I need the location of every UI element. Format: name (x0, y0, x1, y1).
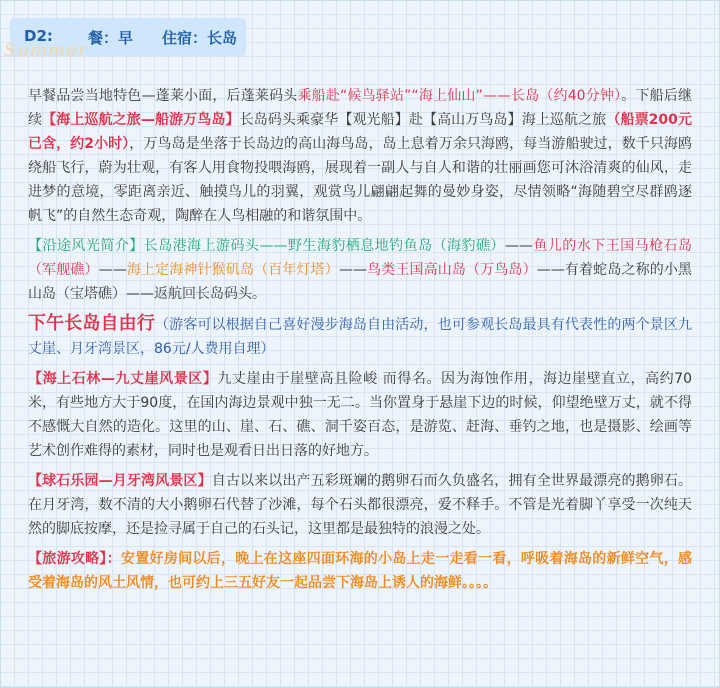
text-afternoon-title: 下午长岛自由行 (28, 313, 155, 334)
text-afternoon-desc: （游客可以根据自己喜好漫步海岛自由活动，也可参观长岛最具有代表性的两个景区九丈崖、月牙湾景区，86元/人费用自理） (28, 317, 693, 357)
text-route-3: 海上定海神针猴矶岛（百年灯塔） (126, 262, 339, 278)
day-label: D2: (24, 27, 53, 45)
text-ticket-note: （船票200元已含，约2小时） (28, 112, 693, 152)
text-jiuzhangya-desc: 九丈崖由于崖壁高且险峻 而得名。因为海蚀作用，海边崖壁直立，高约70米，有些地方大于90度，在国内海边景观中独一无二。当你置身于悬崖下边的时候，仰望绝壁万丈，就不得不感慨大自然的造化。这里的山、崖、石、礁、洞千姿百态，是游览、赶海、垂钓之地，也是摄影、绘画等艺术创作难得的素材，同时也是观看日出日落的好地方。 (28, 371, 693, 459)
text-yueyawan-desc: 自古以来以出产五彩斑斓的鹅卵石而久负盛名，拥有全世界最漂亮的鹅卵石。在月牙湾，数不清的大小鹅卵石代替了沙滩，每个石头都很漂亮，爱不释手。不管是光着脚丫享受一次纯天然的脚底按摩，还是捡寻属于自己的石头记，这里都是最独特的浪漫之处。 (28, 473, 693, 537)
itinerary-content (28, 84, 692, 601)
text-continue: 。下船后继续 (28, 88, 693, 128)
text-cruise-title: 【海上巡航之旅—船游万鸟岛】 (42, 112, 240, 128)
stay-label: 住宿：长岛 (162, 29, 238, 47)
paragraph-afternoon (28, 312, 692, 361)
text-ferry: 乘船赴“候鸟驿站”“海上仙山”——长岛（约40分钟） (297, 88, 622, 104)
paragraph-tips (28, 547, 692, 595)
paragraph-morning (28, 84, 692, 228)
text-jiuzhangya-title: 【海上石林—九丈崖风景区】 (28, 371, 218, 387)
text-yueyawan-title: 【球石乐园—月牙湾风景区】 (28, 473, 212, 489)
summer-decoration: Summer (4, 40, 88, 61)
text-route-5: ——有着蛇岛之称的小黑山岛（宝塔礁）——返航回长岛码头。 (28, 262, 693, 302)
paragraph-scenery (28, 234, 692, 306)
text-scenery-title: 【沿途风光简介】 (28, 238, 144, 254)
paragraph-jiuzhangya (28, 367, 692, 463)
text-breakfast: 早餐品尝当地特色—蓬莱小面，后蓬莱码头 (28, 88, 298, 104)
meal-label: 餐：早 (88, 29, 134, 47)
text-tips-title: 【旅游攻略】： (28, 551, 121, 567)
text-dash-1: —— (504, 238, 533, 254)
text-tips-desc: 安置好房间以后，晚上在这座四面环海的小岛上走一走看一看，呼吸着海岛的新鲜空气，感受着海岛的风土风情，也可约上三五好友一起品尝下海岛上诱人的海鲜。。。。 (28, 551, 693, 591)
text-route-4: 鸟类王国高山岛（万鸟岛） (366, 262, 537, 278)
text-dash-3: —— (338, 262, 367, 278)
text-route-2: 鱼儿的水下王国马枪石岛（军舰礁） (28, 238, 693, 278)
text-cruise-desc: 长岛码头乘豪华【观光船】赴【高山万鸟岛】海上巡航之旅 (239, 112, 607, 128)
text-dash-2: —— (98, 262, 127, 278)
text-bird-island: ，万鸟岛是坐落于长岛边的高山海鸟岛，岛上息着万余只海鸥，每当游船驶过，数千只海鸥绕船飞行，蔚为壮观，有客人用食物投喂海鸥，展现着一副人与自人和谐的壮丽画您可沐浴清爽的仙风，走进梦的意境，零距离亲近、触摸鸟儿的羽翼，观赏鸟儿翩翩起舞的曼妙身姿，尽情领略“海随碧空尽群鸥逐帆飞”的自然生态奇观，陶醉在人鸟相融的和谐氛围中。 (28, 136, 692, 224)
text-route-1: 长岛港海上游码头——野生海豹栖息地钓鱼岛（海豹礁） (143, 238, 505, 254)
paragraph-yueyawan (28, 469, 692, 541)
